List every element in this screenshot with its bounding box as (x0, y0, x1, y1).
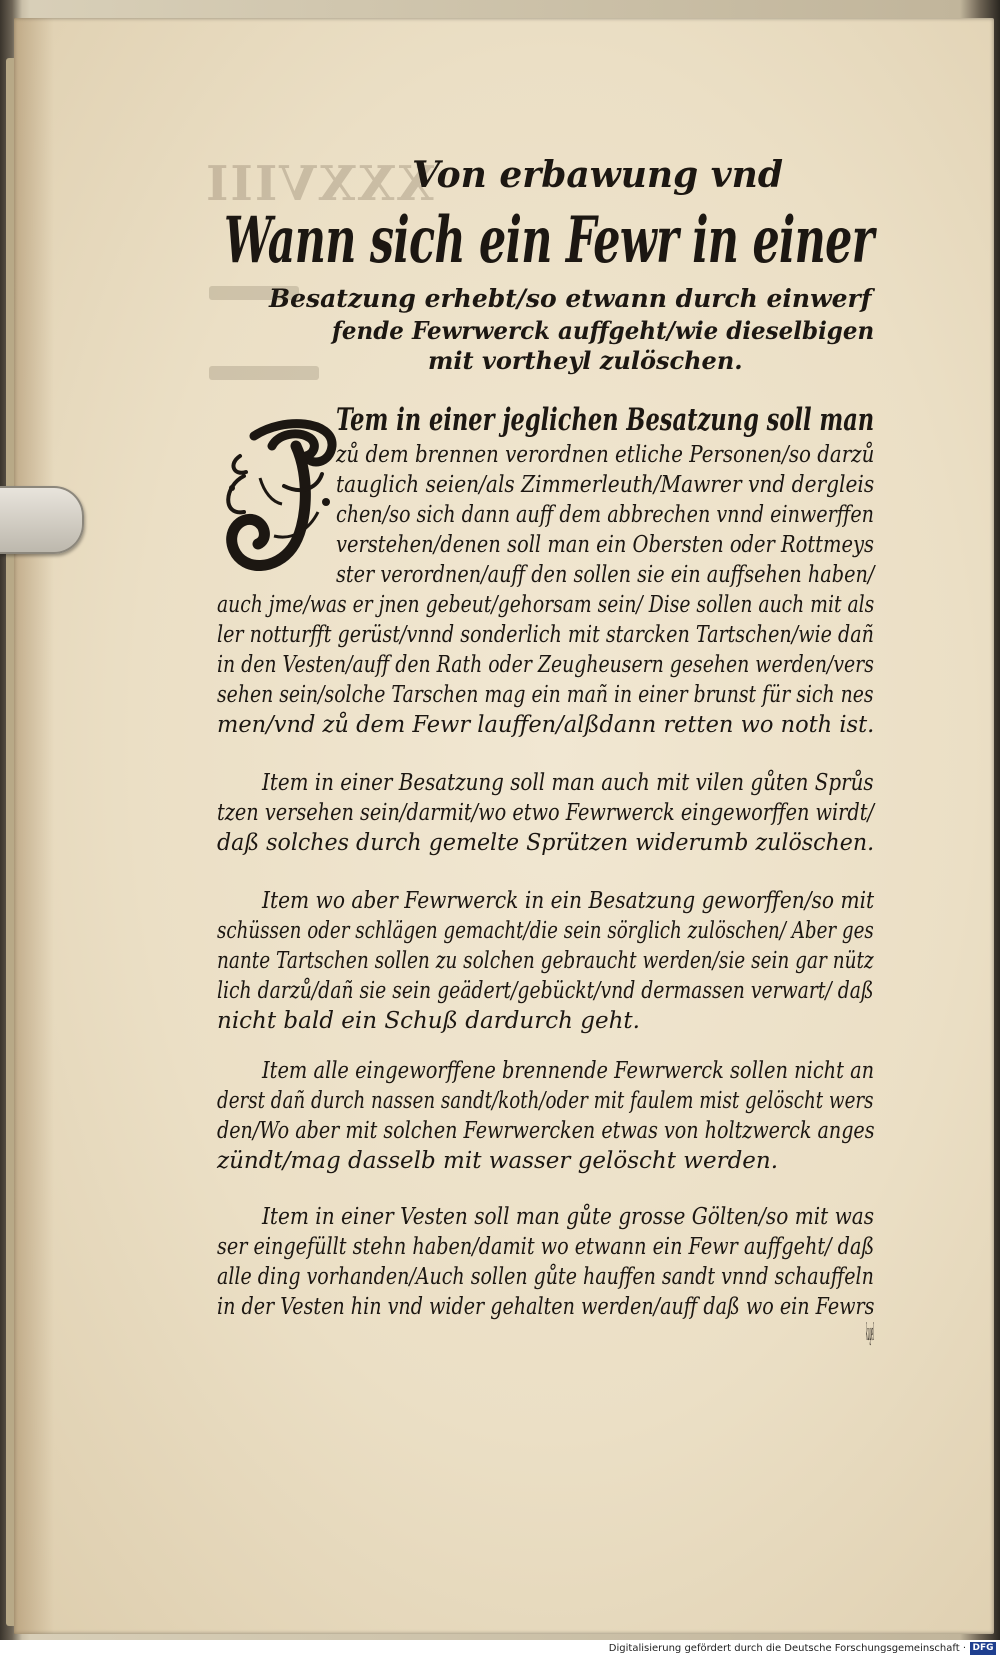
dfg-logo: DFG (970, 1642, 996, 1655)
paragraph-line: chen/so sich dann auff dem abbrechen vnnd einwerffen (336, 502, 874, 528)
bleed-through-mark (209, 366, 319, 380)
paragraph-line: schüssen oder schlägen gemacht/die sein sörglich zulöschen/ Aber ges (217, 918, 874, 944)
paragraph-line: ster verordnen/auff den sollen sie ein auffsehen haben/ (336, 562, 875, 588)
paragraph-line: verstehen/denen soll man ein Obersten oder Rottmeys (336, 532, 874, 558)
paragraph-line: in den Vesten/auff den Rath oder Zeugheusern gesehen werden/vers (217, 652, 874, 678)
paragraph-line: den/Wo aber mit solchen Fewrwercken etwas von holtzwerck anges (217, 1118, 875, 1144)
paragraph-line: in der Vesten hin vnd wider gehalten werden/auff daß wo ein Fewrs (217, 1294, 875, 1320)
bleed-through-numeral: XXXVIII (204, 156, 435, 212)
decorated-initial-letter (214, 416, 350, 576)
page-clip (0, 486, 84, 554)
paragraph-line: ser eingefüllt stehn haben/damit wo etwann ein Fewr auffgeht/ daß (217, 1234, 875, 1260)
paragraph-line: zündt/mag dasselb mit wasser gelöscht werden. (217, 1148, 779, 1174)
paragraph-line: auch jme/was er jnen gebeut/gehorsam sein/ Dise sollen auch mit als (217, 592, 875, 618)
paragraph-line: alle ding vorhanden/Auch sollen gůte hauffen sandt vnnd schauffeln (217, 1264, 874, 1290)
paragraph-line: Item alle eingeworffene brennende Fewrwerck sollen nicht an (262, 1058, 875, 1084)
running-head: Von erbawung vnd (412, 154, 784, 196)
chapter-heading-line: fende Fewrwerck auffgeht/wie dieselbigen (332, 316, 875, 345)
paragraph-line: men/vnd zů dem Fewr lauffen/alßdann retten wo noth ist. (217, 712, 875, 738)
paragraph-line: sehen sein/solche Tarschen mag ein mañ in einer brunst für sich nes (217, 682, 874, 708)
paragraph-line: Item in einer Besatzung soll man auch mit vilen gůten Sprůs (262, 770, 874, 796)
page-stain (14, 18, 54, 1634)
paragraph-line: ler notturfft gerüst/vnnd sonderlich mit starcken Tartschen/wie dañ (217, 622, 874, 648)
paragraph-line: nicht bald ein Schuß dardurch geht. (217, 1008, 640, 1034)
paragraph-line: zů dem brennen verordnen etliche Personen/so darzů (336, 442, 875, 468)
chapter-heading-line: mit vortheyl zulöschen. (428, 346, 743, 375)
chapter-heading-line: Besatzung erhebt/so etwann durch einwerf (269, 284, 872, 313)
paragraph-line: Item wo aber Fewrwerck in ein Besatzung geworffen/so mit (262, 888, 875, 914)
paragraph-line: tzen versehen sein/darmit/wo etwo Fewrwerck eingeworffen wirdt/ (217, 800, 874, 826)
paragraph-line: Item in einer Vesten soll man gůte grosse Gölten/so mit was (262, 1204, 875, 1230)
catchword: kugel (866, 1320, 875, 1346)
paragraph-line: daß solches durch gemelte Sprützen widerumb zulöschen. (217, 830, 875, 856)
paragraph-line: derst dañ durch nassen sandt/koth/oder mit faulem mist gelöscht wers (217, 1088, 874, 1114)
footer-credit: Digitalisierung gefördert durch die Deutsche Forschungsgemeinschaft · (608, 1643, 966, 1654)
paragraph-line: lich darzů/dañ sie sein geädert/gebückt/vnd dermassen verwart/ daß (217, 978, 874, 1004)
chapter-heading-line: Wann sich ein Fewr in einer (224, 203, 874, 278)
paragraph-line: nante Tartschen sollen zu solchen gebraucht werden/sie sein gar nütz (217, 948, 874, 974)
book-page (14, 18, 994, 1634)
paragraph-line: Tem in einer jeglichen Besatzung soll man (336, 402, 875, 438)
paragraph-line: tauglich seien/als Zimmerleuth/Mawrer vnd dergleis (336, 472, 875, 498)
